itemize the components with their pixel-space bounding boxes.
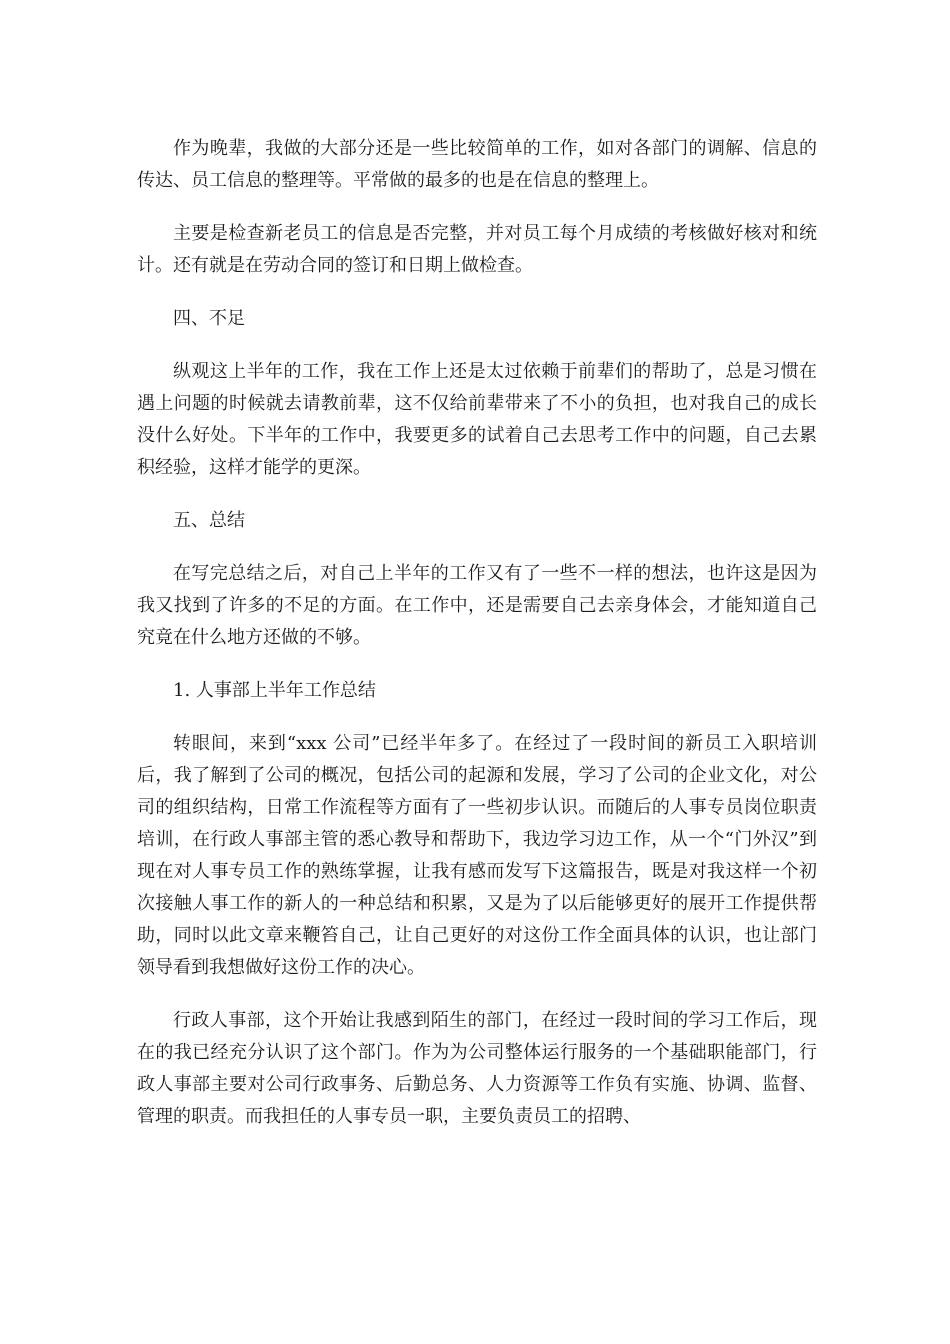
paragraph-introduction: 转眼间，来到“xxx 公司”已经半年多了。在经过了一段时间的新员工入职培训后，我了解到了公司的概况，包括公司的起源和发展，学习了公司的企业文化，对公司的组织结构，日常工作流程等方面有了一些初步认识。而随后的人事专员岗位职责培训，在行政人事部主管的悉心教导和帮助下，我边学习边工作，从一个“门外汉”到现在对人事专员工作的熟练掌握，让我有感而发写下这篇报告，既是对我这样一个初次接触人事工作的新人的一种总结和积累，又是为了以后能够更好的展开工作提供帮助，同时以此文章来鞭笞自己，让自己更好的对这份工作全面具体的认识，也让部门领导看到我想做好这份工作的决心。	[137, 733, 817, 978]
paragraph-junior-work: 作为晚辈，我做的大部分还是一些比较简单的工作，如对各部门的调解、信息的传达、员工信息的整理等。平常做的最多的也是在信息的整理上。	[137, 138, 817, 191]
numbered-title: 1. 人事部上半年工作总结	[173, 680, 376, 701]
section-heading-summary: 五、总结	[173, 510, 245, 531]
document-body	[137, 133, 817, 1154]
paragraph-shortcomings: 纵观这上半年的工作，我在工作上还是太过依赖于前辈们的帮助了，总是习惯在遇上问题的时候就去请教前辈，这不仅给前辈带来了不小的负担，也对我自己的成长没什么好处。下半年的工作中，我要更多的试着自己去思考工作中的问题，自己去累积经验，这样才能学的更深。	[137, 361, 817, 478]
paragraph-check-info: 主要是检查新老员工的信息是否完整，并对员工每个月成绩的考核做好核对和统计。还有就是在劳动合同的签订和日期上做检查。	[137, 223, 817, 276]
section-heading-shortcomings: 四、不足	[173, 308, 245, 329]
paragraph-summary: 在写完总结之后，对自己上半年的工作又有了一些不一样的想法，也许这是因为我又找到了许多的不足的方面。在工作中，还是需要自己去亲身体会，才能知道自己究竟在什么地方还做的不够。	[137, 563, 817, 648]
paragraph-department: 行政人事部，这个开始让我感到陌生的部门，在经过一段时间的学习工作后，现在的我已经充分认识了这个部门。作为为公司整体运行服务的一个基础职能部门，行政人事部主要对公司行政事务、后勤总务、人力资源等工作负有实施、协调、监督、管理的职责。而我担任的人事专员一职，主要负责员工的招聘、	[137, 1010, 817, 1127]
